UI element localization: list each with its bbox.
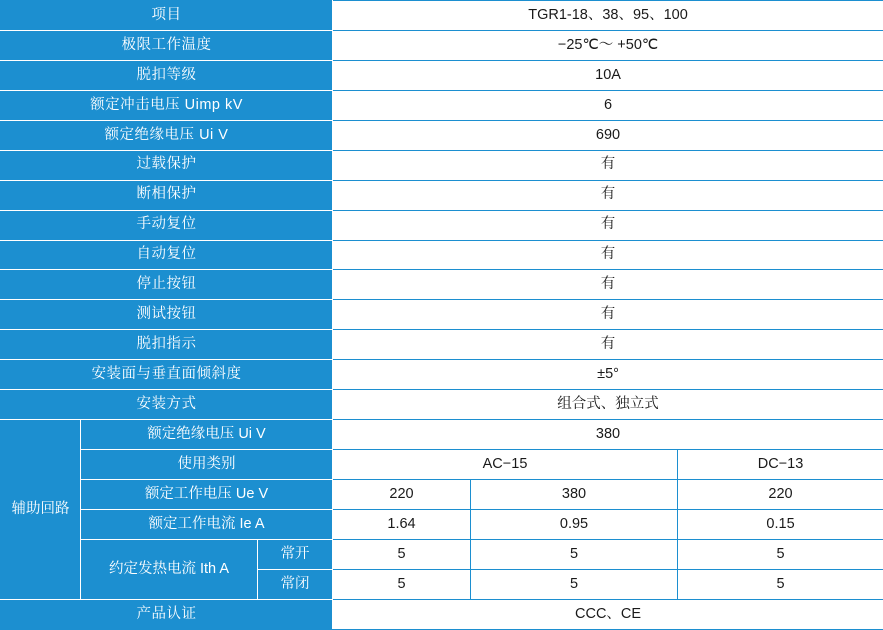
aux-thermal-label: 约定发热电流 Ith A <box>81 539 258 599</box>
row-label-uimp: 额定冲击电压 Uimp kV <box>1 90 333 120</box>
row-value-trip-indication: 有 <box>333 330 883 360</box>
table-row <box>1 120 883 150</box>
aux-usage-label: 使用类别 <box>81 450 333 480</box>
row-value-trip-class: 10A <box>333 60 883 90</box>
aux-insulation-label: 额定绝缘电压 Ui V <box>81 420 333 450</box>
aux-thermal-nc-label: 常闭 <box>258 569 333 599</box>
row-value-mounting: 组合式、独立式 <box>333 390 883 420</box>
row-value-uimp: 6 <box>333 90 883 120</box>
row-value-auto-reset: 有 <box>333 240 883 270</box>
row-label-overload: 过载保护 <box>1 150 333 180</box>
table-row <box>1 180 883 210</box>
aux-current-v1: 1.64 <box>333 509 471 539</box>
aux-thermal-no-label: 常开 <box>258 539 333 569</box>
table-row <box>1 210 883 240</box>
aux-circuit-group-label: 辅助回路 <box>1 420 81 600</box>
table-row <box>1 390 883 420</box>
aux-thermal-no-v3: 5 <box>678 539 883 569</box>
aux-voltage-v2: 380 <box>471 480 678 510</box>
table-row <box>1 330 883 360</box>
aux-thermal-nc-v3: 5 <box>678 569 883 599</box>
aux-thermal-no-v2: 5 <box>471 539 678 569</box>
table-row <box>1 240 883 270</box>
row-value-stop-button: 有 <box>333 270 883 300</box>
aux-usage-dc: DC−13 <box>678 450 883 480</box>
row-value-ui: 690 <box>333 120 883 150</box>
table-row-aux-thermal-no <box>1 539 883 569</box>
row-value-test-button: 有 <box>333 300 883 330</box>
row-label-item: 项目 <box>1 1 333 31</box>
row-label-tilt: 安装面与垂直面倾斜度 <box>1 360 333 390</box>
row-label-auto-reset: 自动复位 <box>1 240 333 270</box>
row-value-item: TGR1-18、38、95、100 <box>333 1 883 31</box>
certification-label: 产品认证 <box>1 599 333 629</box>
row-label-stop-button: 停止按钮 <box>1 270 333 300</box>
row-value-phase-loss: 有 <box>333 180 883 210</box>
table-row-aux-voltage <box>1 480 883 510</box>
table-row <box>1 300 883 330</box>
row-value-overload: 有 <box>333 150 883 180</box>
row-label-trip-indication: 脱扣指示 <box>1 330 333 360</box>
row-label-trip-class: 脱扣等级 <box>1 60 333 90</box>
row-label-test-button: 测试按钮 <box>1 300 333 330</box>
table-row <box>1 150 883 180</box>
table-row <box>1 360 883 390</box>
aux-current-v3: 0.15 <box>678 509 883 539</box>
aux-thermal-no-v1: 5 <box>333 539 471 569</box>
row-value-manual-reset: 有 <box>333 210 883 240</box>
table-row-certification <box>1 599 883 629</box>
aux-current-v2: 0.95 <box>471 509 678 539</box>
table-row <box>1 60 883 90</box>
table-row <box>1 1 883 31</box>
table-row-aux-current <box>1 509 883 539</box>
aux-thermal-nc-v1: 5 <box>333 569 471 599</box>
row-value-tilt: ±5° <box>333 360 883 390</box>
row-label-phase-loss: 断相保护 <box>1 180 333 210</box>
row-label-ui: 额定绝缘电压 Ui V <box>1 120 333 150</box>
aux-voltage-v1: 220 <box>333 480 471 510</box>
row-label-manual-reset: 手动复位 <box>1 210 333 240</box>
aux-current-label: 额定工作电流 Ie A <box>81 509 333 539</box>
table-row <box>1 90 883 120</box>
row-label-mounting: 安装方式 <box>1 390 333 420</box>
table-row-aux-usage <box>1 450 883 480</box>
table-row-aux-insulation <box>1 420 883 450</box>
table-row <box>1 270 883 300</box>
row-value-temp: −25℃～ +50℃ <box>333 30 883 60</box>
aux-voltage-label: 额定工作电压 Ue V <box>81 480 333 510</box>
aux-usage-ac: AC−15 <box>333 450 678 480</box>
aux-thermal-nc-v2: 5 <box>471 569 678 599</box>
aux-insulation-value: 380 <box>333 420 883 450</box>
row-label-temp: 极限工作温度 <box>1 30 333 60</box>
table-row <box>1 30 883 60</box>
aux-voltage-v3: 220 <box>678 480 883 510</box>
certification-value: CCC、CE <box>333 599 883 629</box>
